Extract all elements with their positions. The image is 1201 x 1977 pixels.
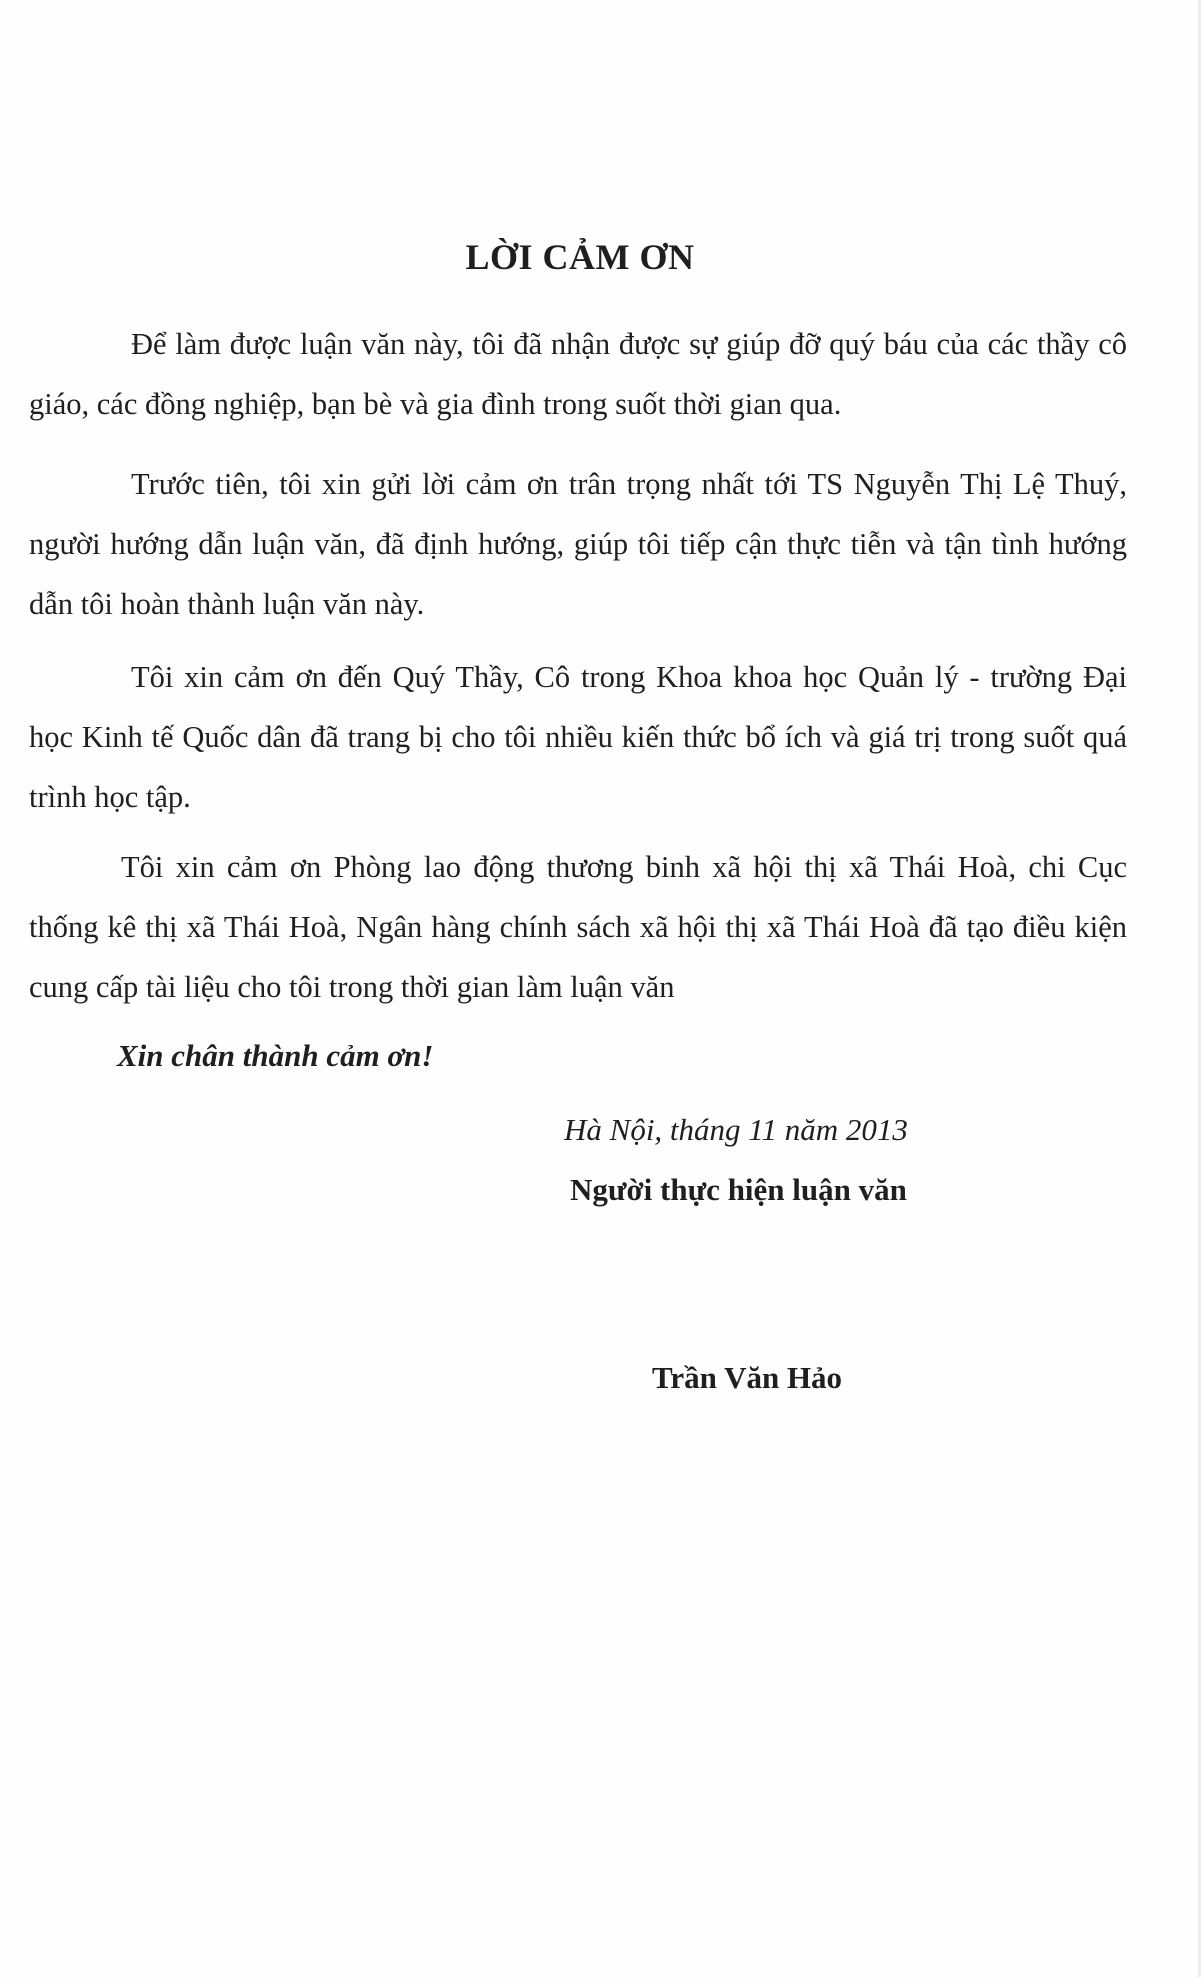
signer-name: Trần Văn Hảo [652,1360,843,1395]
paragraph-intro: Để làm được luận văn này, tôi đã nhận được sự giúp đỡ quý báu của các thầy cô giáo, các đồng nghiệp, bạn bè và gia đình trong suốt thời gian qua. [29,327,1127,421]
paragraph-advisor-thanks: Trước tiên, tôi xin gửi lời cảm ơn trân trọng nhất tới TS Nguyễn Thị Lệ Thuý, người hướng dẫn luận văn, đã định hướng, giúp tôi tiếp cận thực tiễn và tận tình hướng dẫn tôi hoàn thành luận văn này. [29,467,1127,621]
signer-role: Người thực hiện luận văn [570,1172,907,1207]
page-title: LỜI CẢM ƠN [465,237,695,277]
date-line: Hà Nội, tháng 11 năm 2013 [564,1112,908,1147]
paragraph-faculty-thanks: Tôi xin cảm ơn đến Quý Thầy, Cô trong Khoa khoa học Quản lý - trường Đại học Kinh tế Quốc dân đã trang bị cho tôi nhiều kiến thức bổ ích và giá trị trong suốt quá trình học tập. [29,660,1127,814]
paragraph-agencies-thanks: Tôi xin cảm ơn Phòng lao động thương binh xã hội thị xã Thái Hoà, chi Cục thống kê thị xã Thái Hoà, Ngân hàng chính sách xã hội thị xã Thái Hoà đã tạo điều kiện cung cấp tài liệu cho tôi trong thời gian làm luận văn [29,850,1127,1004]
closing-thanks: Xin chân thành cảm ơn! [117,1038,434,1073]
